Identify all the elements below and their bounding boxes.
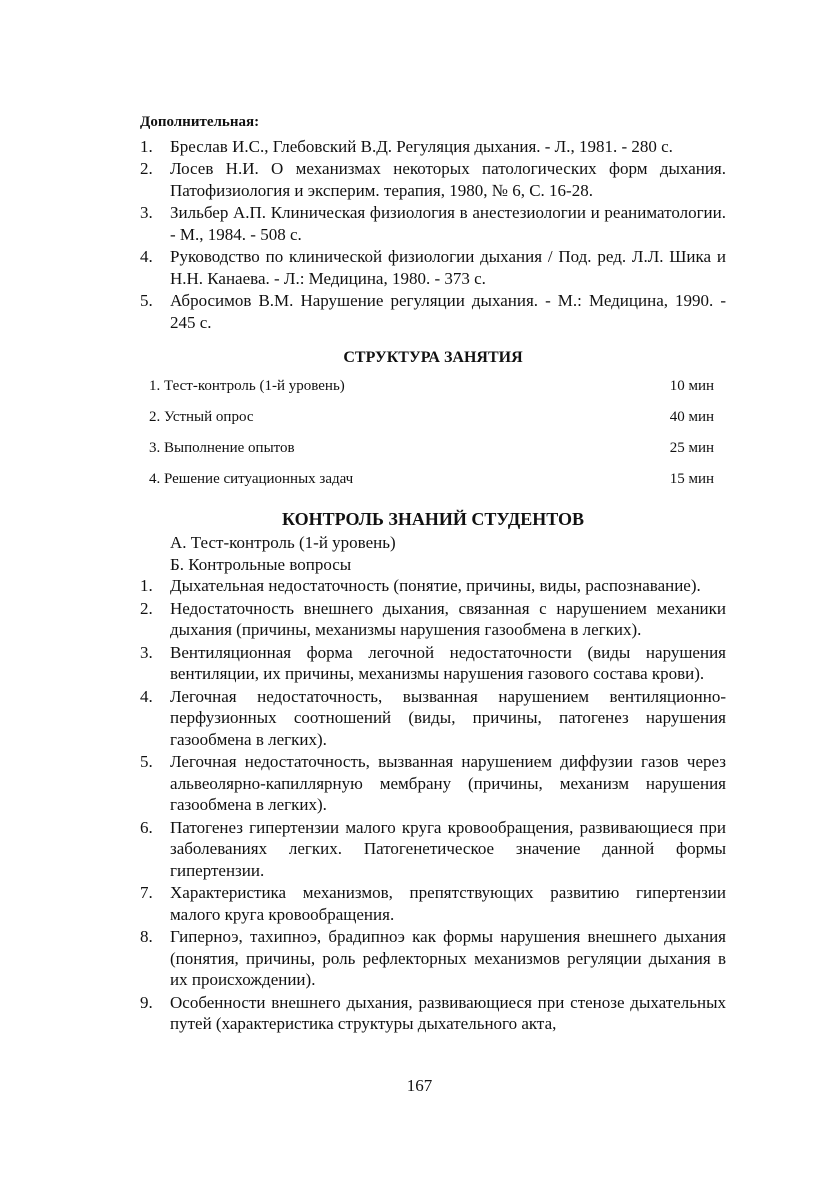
reference-number: 1. xyxy=(140,136,153,156)
reference-text: Руководство по клинической физиологии дыхания / Под. ред. Л.Л. Шика и Н.Н. Канаева. - Л.: Медицина, 1980. - 373 с. xyxy=(170,247,726,288)
question-text: Патогенез гипертензии малого круга кровообращения, развивающиеся при заболеваниях легких. Патогенетическое значение данной формы гипертензии. xyxy=(170,817,726,880)
reference-number: 5. xyxy=(140,291,153,310)
structure-time: 15 мин xyxy=(669,470,714,487)
question-number: 2. xyxy=(140,598,153,618)
question-text: Недостаточность внешнего дыхания, связанная с нарушением механики дыхания (причины, механизмы нарушения газообмена в легких). xyxy=(170,598,726,639)
structure-time: 25 мин xyxy=(669,439,714,456)
question-number: 6. xyxy=(140,817,153,837)
question-text: Особенности внешнего дыхания, развивающиеся при стенозе дыхательных путей (характеристика структуры дыхательного акта, xyxy=(170,992,726,1033)
reference-text: Зильбер А.П. Клиническая физиология в анестезиологии и реаниматологии. - М., 1984. - 508 с. xyxy=(170,203,726,244)
question-text: Легочная недостаточность, вызванная нарушением вентиляционно-перфузионных соотношений (виды, причины, патогенез нарушения газообмена в легких). xyxy=(170,686,726,749)
reference-number: 4. xyxy=(140,247,153,266)
question-number: 9. xyxy=(140,992,153,1012)
structure-label: 2. Устный опрос xyxy=(149,408,254,425)
document-page xyxy=(140,112,726,1036)
question-item xyxy=(140,642,726,685)
structure-label: 3. Выполнение опытов xyxy=(149,439,295,456)
control-heading: КОНТРОЛЬ ЗНАНИЙ СТУДЕНТОВ xyxy=(282,508,584,529)
question-text: Гиперноэ, тахипноэ, брадипноэ как формы нарушения внешнего дыхания (понятия, причины, роль рефлекторных механизмов регуляции дыхания в их происхождении). xyxy=(170,927,726,989)
question-number: 4. xyxy=(140,686,153,706)
page-number: 167 xyxy=(406,1076,433,1095)
reference-number: 3. xyxy=(140,203,153,222)
structure-time: 10 мин xyxy=(669,377,714,394)
question-text: Легочная недостаточность, вызванная нарушением диффузии газов через альвеолярно-капиллярную мембрану (причины, механизм нарушения газообмена в легких). xyxy=(170,752,726,814)
questions-list xyxy=(140,575,726,1035)
structure-label: 4. Решение ситуационных задач xyxy=(149,470,354,487)
question-number: 8. xyxy=(140,927,153,946)
reference-list xyxy=(140,136,726,334)
reference-item xyxy=(140,246,726,289)
question-number: 7. xyxy=(140,883,153,902)
reference-text: Лосев Н.И. О механизмах некоторых патологических форм дыхания. Патофизиология и эксперим. терапия, 1980, № 6, С. 16-28. xyxy=(170,159,726,200)
question-item xyxy=(140,686,726,751)
structure-label: 1. Тест-контроль (1-й уровень) xyxy=(149,377,345,394)
structure-row xyxy=(140,375,726,406)
question-text: Вентиляционная форма легочной недостаточности (виды нарушения вентиляции, их причины, механизмы нарушения газового состава крови). xyxy=(170,642,726,683)
structure-row xyxy=(140,437,726,468)
structure-time: 40 мин xyxy=(669,408,714,425)
structure-table xyxy=(140,375,726,499)
question-item xyxy=(140,817,726,882)
question-item xyxy=(140,751,726,816)
reference-number: 2. xyxy=(140,159,153,178)
question-item xyxy=(140,882,726,925)
question-number: 1. xyxy=(140,576,153,595)
structure-row xyxy=(140,468,726,499)
question-text: Дыхательная недостаточность (понятие, причины, виды, распознавание). xyxy=(170,576,701,595)
control-subheading-b: Б. Контрольные вопросы xyxy=(170,554,352,574)
structure-row xyxy=(140,406,726,437)
question-item xyxy=(140,598,726,641)
control-subheading-a: А. Тест-контроль (1-й уровень) xyxy=(170,533,396,552)
additional-literature-title: Дополнительная: xyxy=(140,114,260,130)
question-number: 5. xyxy=(140,752,153,771)
question-item xyxy=(140,575,726,597)
question-text: Характеристика механизмов, препятствующих развитию гипертензии малого круга кровообращения. xyxy=(170,883,726,924)
reference-item xyxy=(140,136,726,158)
question-number: 3. xyxy=(140,642,153,662)
reference-item xyxy=(140,202,726,245)
reference-item xyxy=(140,290,726,333)
reference-text: Абросимов В.М. Нарушение регуляции дыхания. - М.: Медицина, 1990. - 245 с. xyxy=(170,291,726,332)
structure-heading: СТРУКТУРА ЗАНЯТИЯ xyxy=(343,349,523,366)
reference-item xyxy=(140,158,726,201)
question-item xyxy=(140,992,726,1035)
question-item xyxy=(140,926,726,991)
reference-text: Бреслав И.С., Глебовский В.Д. Регуляция дыхания. - Л., 1981. - 280 с. xyxy=(170,136,673,156)
